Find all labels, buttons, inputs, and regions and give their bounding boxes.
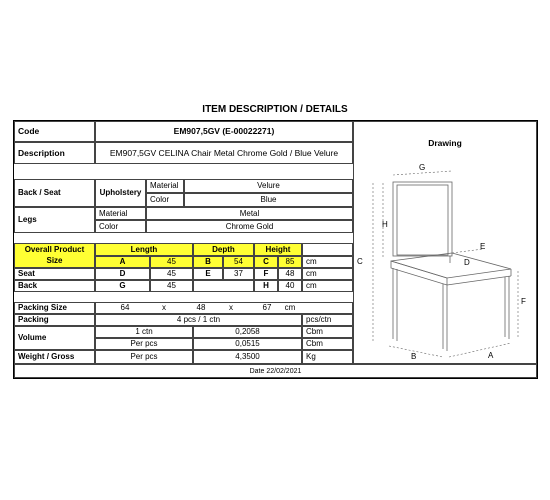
legs-color-value: Chrome Gold	[146, 220, 353, 233]
page-title: ITEM DESCRIPTION / DETAILS	[202, 104, 348, 115]
dim-val-f: 48	[278, 268, 302, 280]
volume-row1-key: 1 ctn	[95, 326, 193, 338]
dim-val-h: 40	[278, 280, 302, 292]
drawing-letter-c: C	[357, 257, 363, 266]
packing-size-height: 67	[262, 303, 272, 312]
code-label: Code	[14, 121, 95, 142]
dim-val-a: 45	[150, 256, 193, 268]
drawing-letter-a: A	[488, 351, 494, 360]
chair-back-outer	[393, 182, 452, 256]
overall-size-label	[14, 243, 95, 268]
dim-key-e: E	[193, 268, 223, 280]
dim-val-c: 85	[278, 256, 302, 268]
weight-unit: Kg	[302, 350, 353, 364]
dim-line-a	[449, 343, 511, 357]
drawing-letter-d: D	[464, 258, 470, 267]
chair-seat-side-bottom	[447, 276, 511, 285]
chair-back-inner	[397, 185, 448, 255]
unit-header	[302, 243, 353, 256]
chair-drawing	[353, 161, 537, 361]
description-value: EM907,5GV CELINA Chair Metal Chrome Gold / Blue Velure	[95, 142, 353, 164]
dim-val-d: 45	[150, 268, 193, 280]
weight-label: Weight / Gross	[14, 350, 95, 364]
volume-row2-unit: Cbm	[302, 338, 353, 350]
back-material-label: Material	[146, 179, 184, 193]
drawing-letter-g: G	[419, 163, 426, 172]
seat-label: Seat	[14, 268, 95, 280]
volume-row1-unit: Cbm	[302, 326, 353, 338]
dim-line-e	[452, 249, 483, 253]
legs-material-label: Material	[95, 207, 146, 220]
legs-material-value: Metal	[146, 207, 353, 220]
dim-empty-back-depth	[193, 280, 254, 292]
volume-row2-value: 0,0515	[193, 338, 302, 350]
back-color-label: Color	[146, 193, 184, 207]
description-label: Description	[14, 142, 95, 164]
spec-sheet	[13, 120, 538, 379]
depth-header: Depth	[193, 243, 254, 256]
dim-val-g: 45	[150, 280, 193, 292]
back-label: Back	[14, 280, 95, 292]
weight-key: Per pcs	[95, 350, 193, 364]
volume-row2-key: Per pcs	[95, 338, 193, 350]
drawing-label: Drawing	[428, 137, 462, 148]
volume-row1-value: 0,2058	[193, 326, 302, 338]
packing-size-unit: cm	[284, 303, 296, 312]
dim-unit-row3: cm	[302, 280, 353, 292]
legs-label: Legs	[14, 207, 95, 233]
dim-val-b: 54	[223, 256, 254, 268]
packing-size-x2: x	[229, 303, 233, 312]
packing-size-label: Packing Size	[14, 302, 95, 314]
upholstery-label: Upholstery	[95, 179, 146, 207]
overall-size-label-line1: Overall Product	[24, 245, 85, 254]
dim-key-b: B	[193, 256, 223, 268]
drawing-letter-e: E	[480, 242, 486, 251]
dim-unit-row1: cm	[302, 256, 353, 268]
height-header: Height	[254, 243, 302, 256]
back-seat-label: Back / Seat	[14, 179, 95, 207]
weight-value: 4,3500	[193, 350, 302, 364]
dim-key-c: C	[254, 256, 278, 268]
back-material-value: Velure	[184, 179, 353, 193]
length-header: Length	[95, 243, 193, 256]
drawing-letter-h: H	[382, 220, 388, 229]
code-value: EM907,5GV (E-00022271)	[95, 121, 353, 142]
packing-size-x1: x	[162, 303, 166, 312]
packing-size-length: 64	[120, 303, 130, 312]
packing-value: 4 pcs / 1 ctn	[95, 314, 302, 326]
legs-color-label: Color	[95, 220, 146, 233]
packing-unit: pcs/ctn	[302, 314, 353, 326]
date-footer: Date 22/02/2021	[14, 364, 537, 378]
chair-seat-top	[391, 253, 511, 278]
dim-key-a: A	[95, 256, 150, 268]
chair-seat-front	[391, 261, 447, 285]
dim-key-h: H	[254, 280, 278, 292]
dim-key-g: G	[95, 280, 150, 292]
volume-label: Volume	[14, 326, 95, 350]
dim-unit-row2: cm	[302, 268, 353, 280]
overall-size-label-line2: Size	[46, 256, 63, 265]
back-color-value: Blue	[184, 193, 353, 207]
dim-val-e: 37	[223, 268, 254, 280]
drawing-letter-b: B	[411, 352, 417, 361]
drawing-letter-f: F	[521, 297, 526, 306]
packing-label: Packing	[14, 314, 95, 326]
packing-size-depth: 48	[196, 303, 206, 312]
dim-key-d: D	[95, 268, 150, 280]
dim-key-f: F	[254, 268, 278, 280]
